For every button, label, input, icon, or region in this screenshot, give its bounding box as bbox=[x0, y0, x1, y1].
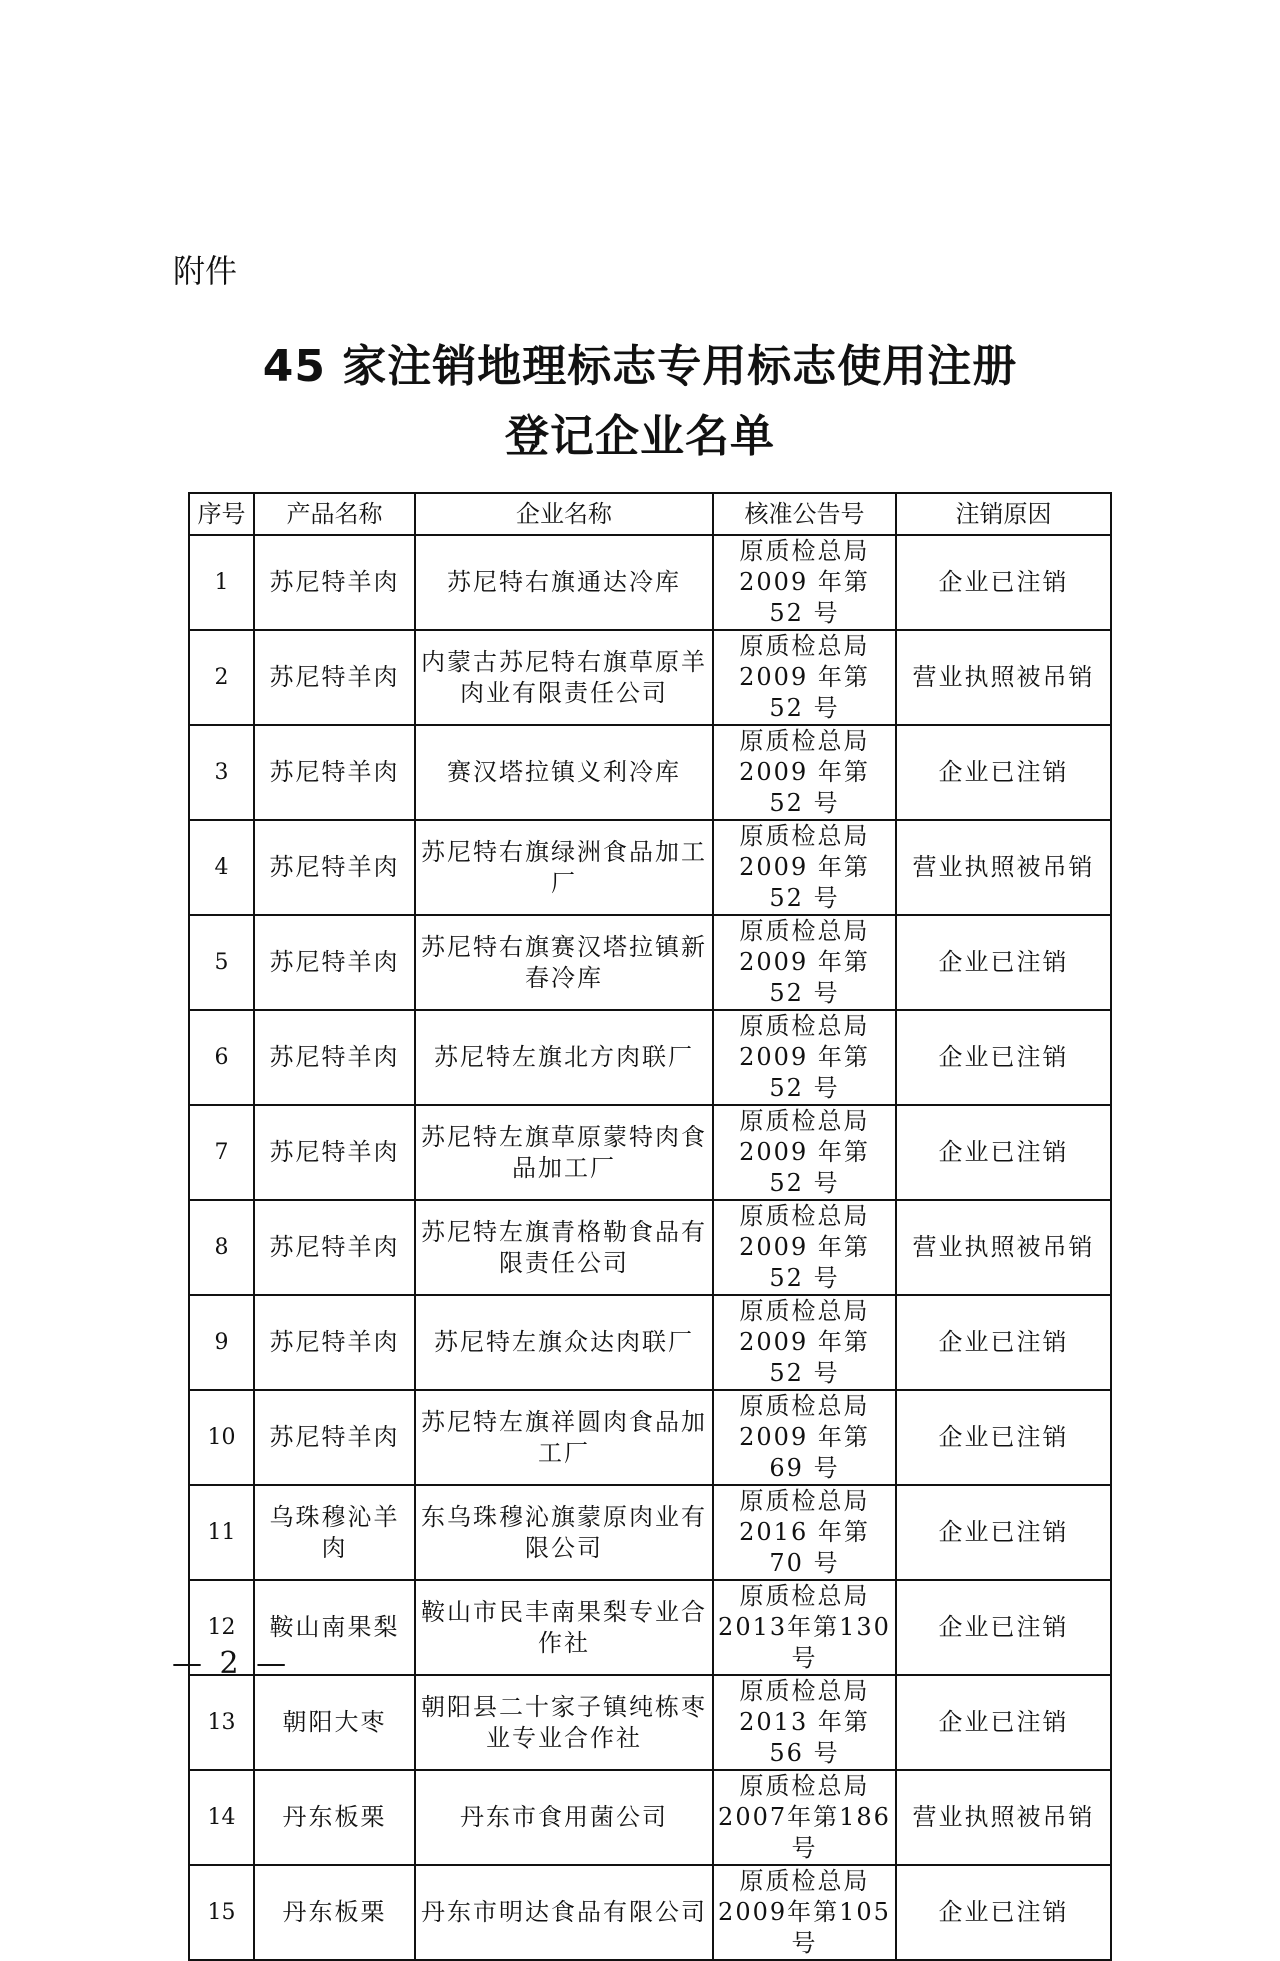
reason-cell: 企业已注销 bbox=[896, 725, 1111, 820]
product-cell: 苏尼特羊肉 bbox=[254, 1010, 415, 1105]
announcement-line2: 2009年第105号 bbox=[718, 1898, 891, 1957]
document-title-line2: 登记企业名单 bbox=[505, 411, 775, 462]
announcement-line2: 2013年第130号 bbox=[718, 1613, 891, 1672]
table-header-row bbox=[189, 493, 1111, 535]
announcement-line2: 2007年第186号 bbox=[718, 1803, 891, 1862]
announcement-line2: 2016 年第 70 号 bbox=[739, 1518, 870, 1577]
announcement-line2: 2009 年第 52 号 bbox=[739, 758, 870, 817]
announcement-line1: 原质检总局 bbox=[739, 632, 870, 660]
product-cell: 苏尼特羊肉 bbox=[254, 535, 415, 630]
announcement-cell bbox=[713, 1675, 896, 1770]
announcement-line1: 原质检总局 bbox=[739, 1677, 870, 1705]
seq-cell: 15 bbox=[189, 1865, 254, 1960]
header-company: 企业名称 bbox=[415, 493, 713, 535]
table-row bbox=[189, 1580, 1111, 1675]
seq-cell: 13 bbox=[189, 1675, 254, 1770]
announcement-cell bbox=[713, 1105, 896, 1200]
announcement-cell bbox=[713, 535, 896, 630]
seq-cell: 12 bbox=[189, 1580, 254, 1675]
reason-cell: 营业执照被吊销 bbox=[896, 1770, 1111, 1865]
product-cell: 苏尼特羊肉 bbox=[254, 915, 415, 1010]
reason-cell: 企业已注销 bbox=[896, 1105, 1111, 1200]
announcement-line2: 2009 年第 52 号 bbox=[739, 568, 870, 627]
product-cell: 苏尼特羊肉 bbox=[254, 1200, 415, 1295]
attachment-label: 附件 bbox=[173, 252, 238, 290]
document-title-line1: 45 家注销地理标志专用标志使用注册 bbox=[262, 341, 1018, 392]
company-cell: 鞍山市民丰南果梨专业合作社 bbox=[415, 1580, 713, 1675]
reason-cell: 企业已注销 bbox=[896, 1865, 1111, 1960]
table-row bbox=[189, 1675, 1111, 1770]
reason-cell: 营业执照被吊销 bbox=[896, 630, 1111, 725]
seq-cell: 5 bbox=[189, 915, 254, 1010]
announcement-cell bbox=[713, 820, 896, 915]
company-cell: 苏尼特左旗祥圆肉食品加工厂 bbox=[415, 1390, 713, 1485]
announcement-line1: 原质检总局 bbox=[739, 1582, 870, 1610]
announcement-line1: 原质检总局 bbox=[739, 1107, 870, 1135]
table-row bbox=[189, 1770, 1111, 1865]
company-cell: 丹东市食用菌公司 bbox=[415, 1770, 713, 1865]
announcement-cell bbox=[713, 1770, 896, 1865]
company-cell: 东乌珠穆沁旗蒙原肉业有限公司 bbox=[415, 1485, 713, 1580]
announcement-line2: 2009 年第 52 号 bbox=[739, 1328, 870, 1387]
announcement-line1: 原质检总局 bbox=[739, 1772, 870, 1800]
table-row bbox=[189, 725, 1111, 820]
page-number: — 2 — bbox=[172, 1646, 291, 1681]
announcement-line2: 2009 年第 52 号 bbox=[739, 948, 870, 1007]
product-cell: 苏尼特羊肉 bbox=[254, 725, 415, 820]
announcement-line1: 原质检总局 bbox=[739, 1297, 870, 1325]
table-row bbox=[189, 1390, 1111, 1485]
header-announcement: 核准公告号 bbox=[713, 493, 896, 535]
announcement-cell bbox=[713, 915, 896, 1010]
announcement-cell bbox=[713, 1580, 896, 1675]
seq-cell: 3 bbox=[189, 725, 254, 820]
seq-cell: 8 bbox=[189, 1200, 254, 1295]
seq-cell: 1 bbox=[189, 535, 254, 630]
announcement-line1: 原质检总局 bbox=[739, 1202, 870, 1230]
product-cell: 苏尼特羊肉 bbox=[254, 1390, 415, 1485]
announcement-line1: 原质检总局 bbox=[739, 1487, 870, 1515]
seq-cell: 11 bbox=[189, 1485, 254, 1580]
announcement-line1: 原质检总局 bbox=[739, 1392, 870, 1420]
company-cell: 苏尼特左旗众达肉联厂 bbox=[415, 1295, 713, 1390]
reason-cell: 企业已注销 bbox=[896, 1010, 1111, 1105]
reason-cell: 营业执照被吊销 bbox=[896, 1200, 1111, 1295]
table-row bbox=[189, 1105, 1111, 1200]
reason-cell: 企业已注销 bbox=[896, 1295, 1111, 1390]
company-cell: 朝阳县二十家子镇纯栋枣业专业合作社 bbox=[415, 1675, 713, 1770]
table-body bbox=[189, 535, 1111, 1960]
seq-cell: 14 bbox=[189, 1770, 254, 1865]
company-cell: 内蒙古苏尼特右旗草原羊肉业有限责任公司 bbox=[415, 630, 713, 725]
company-cell: 苏尼特右旗赛汉塔拉镇新春冷库 bbox=[415, 915, 713, 1010]
seq-cell: 9 bbox=[189, 1295, 254, 1390]
seq-cell: 4 bbox=[189, 820, 254, 915]
seq-cell: 2 bbox=[189, 630, 254, 725]
product-cell: 丹东板栗 bbox=[254, 1865, 415, 1960]
header-product: 产品名称 bbox=[254, 493, 415, 535]
enterprise-table bbox=[188, 492, 1112, 1961]
announcement-line1: 原质检总局 bbox=[739, 822, 870, 850]
announcement-line2: 2009 年第 52 号 bbox=[739, 663, 870, 722]
reason-cell: 企业已注销 bbox=[896, 1485, 1111, 1580]
company-cell: 苏尼特右旗绿洲食品加工厂 bbox=[415, 820, 713, 915]
reason-cell: 企业已注销 bbox=[896, 535, 1111, 630]
announcement-cell bbox=[713, 1390, 896, 1485]
announcement-line1: 原质检总局 bbox=[739, 537, 870, 565]
company-cell: 赛汉塔拉镇义利冷库 bbox=[415, 725, 713, 820]
table-row bbox=[189, 535, 1111, 630]
table-row bbox=[189, 1865, 1111, 1960]
product-cell: 苏尼特羊肉 bbox=[254, 820, 415, 915]
company-cell: 苏尼特左旗北方肉联厂 bbox=[415, 1010, 713, 1105]
table-row bbox=[189, 1485, 1111, 1580]
company-cell: 丹东市明达食品有限公司 bbox=[415, 1865, 713, 1960]
table-row bbox=[189, 820, 1111, 915]
reason-cell: 企业已注销 bbox=[896, 915, 1111, 1010]
reason-cell: 企业已注销 bbox=[896, 1390, 1111, 1485]
announcement-line1: 原质检总局 bbox=[739, 1867, 870, 1895]
reason-cell: 企业已注销 bbox=[896, 1675, 1111, 1770]
table-row bbox=[189, 630, 1111, 725]
product-cell: 丹东板栗 bbox=[254, 1770, 415, 1865]
announcement-cell bbox=[713, 1295, 896, 1390]
announcement-line2: 2009 年第 52 号 bbox=[739, 1043, 870, 1102]
seq-cell: 10 bbox=[189, 1390, 254, 1485]
announcement-line1: 原质检总局 bbox=[739, 727, 870, 755]
seq-cell: 6 bbox=[189, 1010, 254, 1105]
header-seq: 序号 bbox=[189, 493, 254, 535]
announcement-cell bbox=[713, 1865, 896, 1960]
product-cell: 苏尼特羊肉 bbox=[254, 630, 415, 725]
announcement-line2: 2009 年第 69 号 bbox=[739, 1423, 870, 1482]
announcement-line1: 原质检总局 bbox=[739, 917, 870, 945]
header-reason: 注销原因 bbox=[896, 493, 1111, 535]
table-row bbox=[189, 1295, 1111, 1390]
product-cell: 苏尼特羊肉 bbox=[254, 1295, 415, 1390]
table-row bbox=[189, 1200, 1111, 1295]
reason-cell: 企业已注销 bbox=[896, 1580, 1111, 1675]
reason-cell: 营业执照被吊销 bbox=[896, 820, 1111, 915]
announcement-line1: 原质检总局 bbox=[739, 1012, 870, 1040]
seq-cell: 7 bbox=[189, 1105, 254, 1200]
table-row bbox=[189, 1010, 1111, 1105]
announcement-cell bbox=[713, 725, 896, 820]
table-row bbox=[189, 915, 1111, 1010]
announcement-line2: 2009 年第 52 号 bbox=[739, 1138, 870, 1197]
product-cell: 鞍山南果梨 bbox=[254, 1580, 415, 1675]
company-cell: 苏尼特左旗青格勒食品有限责任公司 bbox=[415, 1200, 713, 1295]
announcement-cell bbox=[713, 1200, 896, 1295]
product-cell: 朝阳大枣 bbox=[254, 1675, 415, 1770]
announcement-line2: 2013 年第 56 号 bbox=[739, 1708, 870, 1767]
company-cell: 苏尼特左旗草原蒙特肉食品加工厂 bbox=[415, 1105, 713, 1200]
announcement-cell bbox=[713, 1485, 896, 1580]
announcement-line2: 2009 年第 52 号 bbox=[739, 1233, 870, 1292]
announcement-line2: 2009 年第 52 号 bbox=[739, 853, 870, 912]
announcement-cell bbox=[713, 630, 896, 725]
company-cell: 苏尼特右旗通达冷库 bbox=[415, 535, 713, 630]
announcement-cell bbox=[713, 1010, 896, 1105]
product-cell: 乌珠穆沁羊肉 bbox=[254, 1485, 415, 1580]
product-cell: 苏尼特羊肉 bbox=[254, 1105, 415, 1200]
